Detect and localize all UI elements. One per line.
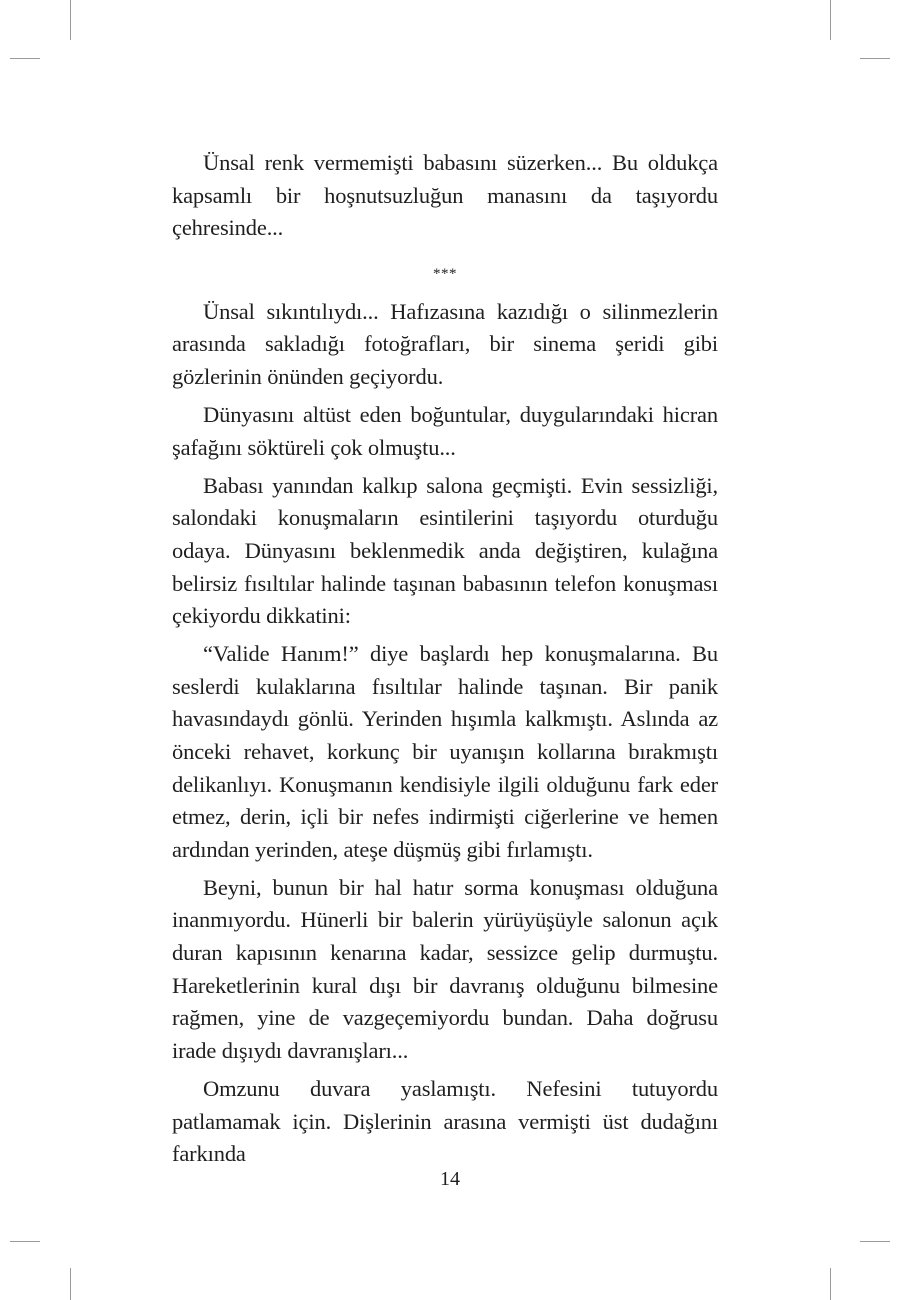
paragraph: Dünyasını altüst eden boğuntular, duygularındaki hicran şafağını söktüreli çok olmuştu... xyxy=(172,402,718,460)
crop-mark-top-right xyxy=(830,0,831,40)
crop-mark-right-upper xyxy=(860,58,890,59)
paragraph: Omzunu duvara yaslamıştı. Nefesini tutuyordu patlamamak için. Dişlerinin arasına vermişti üst dudağını farkında xyxy=(172,1075,718,1167)
paragraph: Ünsal sıkıntılıydı... Hafızasına kazıdığı o silinmezlerin arasında sakladığı fotoğrafları, bir sinema şeridi gibi gözlerinin önünden geçiyordu. xyxy=(172,298,718,389)
paragraph: Babası yanından kalkıp salona geçmişti. Evin sessizliği, salondaki konuşmaların esintilerini taşıyordu oturduğu odaya. Dünyasını beklenmedik anda değiştiren, kulağına belirsiz fısıltılar halinde taşınan babasının telefon konuşması çekiyordu dikkatini: xyxy=(172,472,718,629)
page-number: 14 xyxy=(440,1168,460,1190)
section-separator: *** xyxy=(433,265,457,282)
crop-mark-left-upper xyxy=(10,58,40,59)
paragraph: “Valide Hanım!” diye başlardı hep konuşmalarına. Bu seslerdi kulaklarına fısıltılar halinde taşınan. Bir panik havasındaydı gönlü. Yerinden hışımla kalkmıştı. Aslında az önceki rehavet, korkunç bir uyanışın kollarına bırakmıştı delikanlıyı. Konuşmanın kendisiyle ilgili olduğunu fark eder etmez, derin, içli bir nefes indirmişti ciğerlerine ve hemen ardından yerinden, ateşe düşmüş gibi fırlamıştı. xyxy=(172,641,718,862)
paragraph: Ünsal renk vermemişti babasını süzerken... Bu oldukça kapsamlı bir hoşnutsuzluğun manasını da taşıyordu çehresinde... xyxy=(172,150,718,241)
crop-mark-top-left xyxy=(70,0,71,40)
book-page-text xyxy=(172,147,718,1171)
crop-mark-bottom-left xyxy=(70,1268,71,1300)
crop-mark-bottom-right xyxy=(830,1268,831,1300)
crop-mark-left-lower xyxy=(10,1241,40,1242)
paragraph: Beyni, bunun bir hal hatır sorma konuşması olduğuna inanmıyordu. Hünerli bir balerin yürüyüşüyle salonun açık duran kapısının kenarına kadar, sessizce gelip durmuştu. Hareketlerinin kural dışı bir davranış olduğunu bilmesine rağmen, yine de vazgeçemiyordu bundan. Daha doğrusu irade dışıydı davranışları... xyxy=(172,874,718,1063)
crop-mark-right-lower xyxy=(860,1241,890,1242)
